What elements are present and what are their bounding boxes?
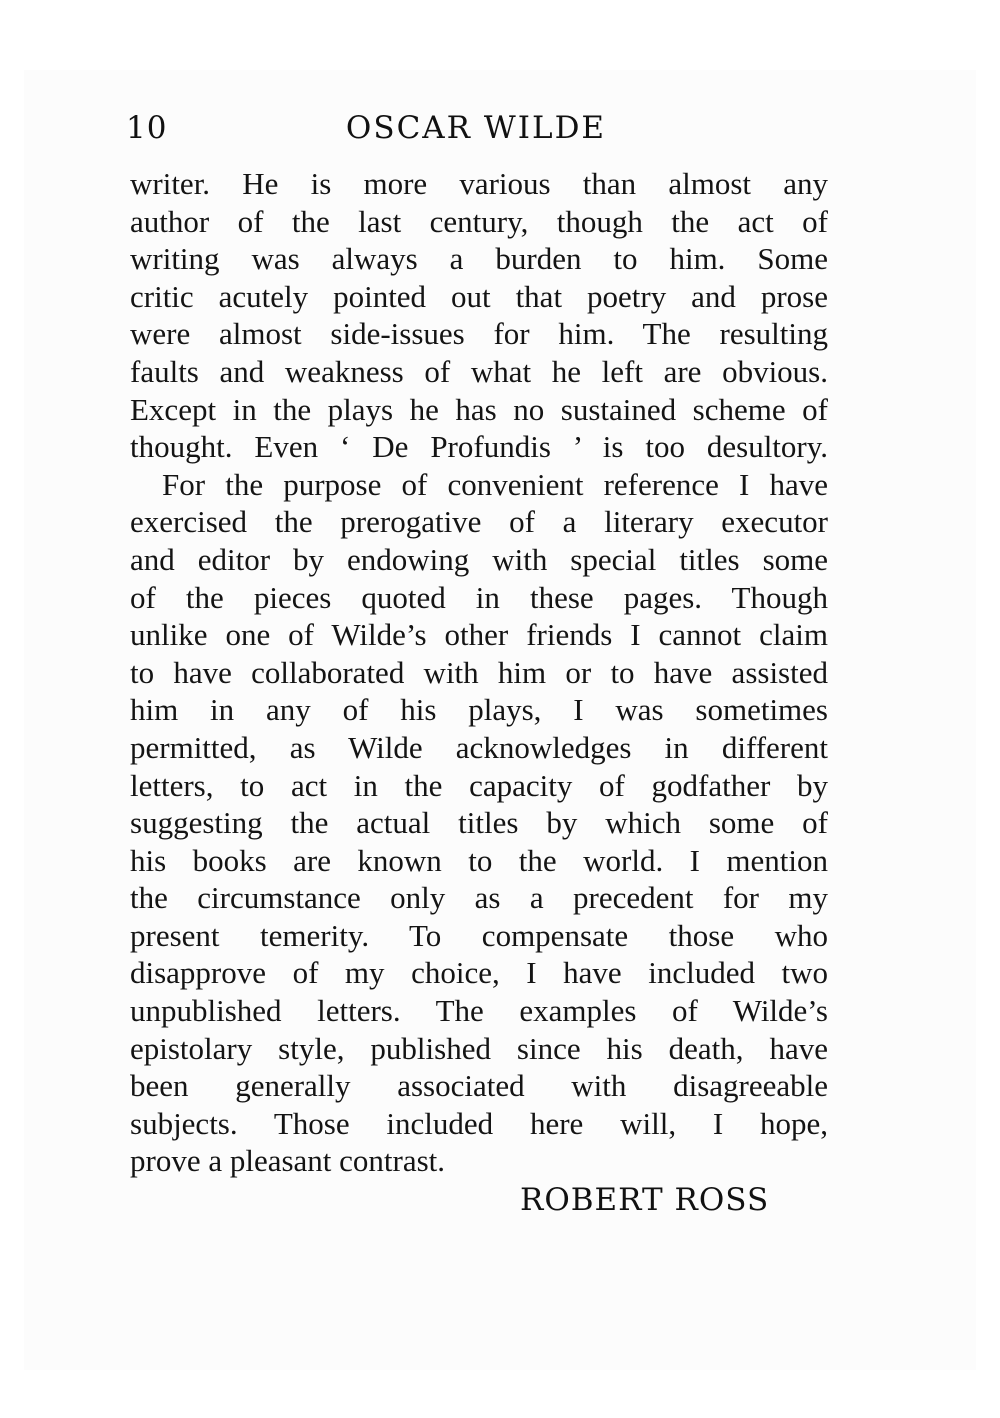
- text-line: thought. Even ‘ De Profundis ’ is too desultory.: [130, 429, 828, 465]
- text-line: to have collaborated with him or to have assisted: [130, 654, 828, 690]
- text-line: epistolary style, published since his death, have: [130, 1030, 828, 1066]
- running-title: OSCAR WILDE: [345, 110, 607, 146]
- text-line: disapprove of my choice, I have included two: [130, 955, 828, 991]
- text-line: faults and weakness of what he left are obvious.: [130, 353, 828, 389]
- text-line: subjects. Those included here will, I hope,: [130, 1105, 828, 1141]
- text-line: unlike one of Wilde’s other friends I cannot claim: [130, 617, 828, 653]
- text-line: and editor by endowing with special titles some: [130, 541, 828, 577]
- page-header: [126, 108, 826, 158]
- page-number: 10: [126, 110, 168, 146]
- body-text: [130, 165, 828, 1180]
- text-line: Except in the plays he has no sustained scheme of: [130, 391, 828, 427]
- text-line: prove a pleasant contrast.: [130, 1143, 446, 1179]
- text-line: been generally associated with disagreeable: [130, 1068, 828, 1104]
- text-line: of the pieces quoted in these pages. Though: [130, 579, 828, 615]
- text-line: letters, to act in the capacity of godfather by: [130, 767, 828, 803]
- text-line: present temerity. To compensate those who: [130, 917, 828, 953]
- text-line: For the purpose of convenient reference I have: [162, 466, 828, 502]
- text-line: him in any of his plays, I was sometimes: [130, 692, 828, 728]
- text-line: exercised the prerogative of a literary executor: [130, 504, 828, 540]
- text-line: suggesting the actual titles by which some of: [130, 805, 828, 841]
- text-line: his books are known to the world. I mention: [130, 842, 828, 878]
- text-line: author of the last century, though the act of: [130, 203, 828, 239]
- text-line: critic acutely pointed out that poetry and prose: [130, 278, 828, 314]
- text-line: unpublished letters. The examples of Wilde’s: [130, 993, 828, 1029]
- text-line: the circumstance only as a precedent for my: [130, 880, 828, 916]
- text-line: were almost side-issues for him. The resulting: [130, 316, 828, 352]
- author-signature: ROBERT ROSS: [520, 1182, 770, 1218]
- text-line: writer. He is more various than almost any: [130, 166, 828, 201]
- text-line: writing was always a burden to him. Some: [130, 241, 828, 277]
- text-line: permitted, as Wilde acknowledges in different: [130, 729, 828, 765]
